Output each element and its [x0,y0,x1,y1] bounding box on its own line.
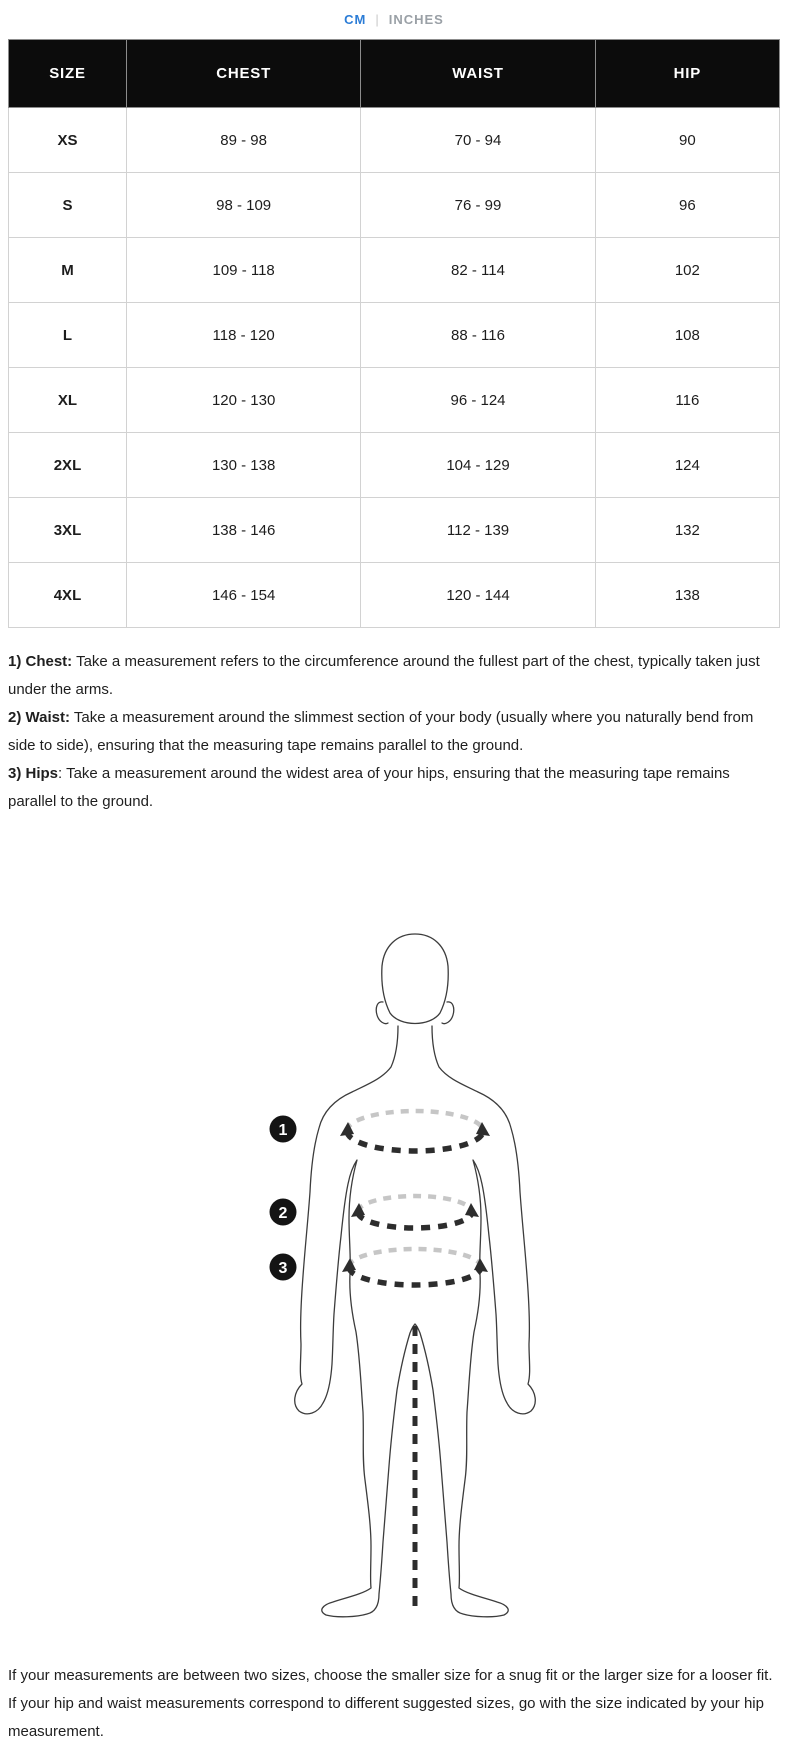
header-size: SIZE [9,40,127,108]
cell-size: M [9,238,127,303]
table-row [9,368,780,433]
unit-toggle [8,12,780,27]
table-row [9,303,780,368]
instruction-item: 2) Waist: Take a measurement around the slimmest section of your body (usually where you naturally bend from side to side), ensuring that the measuring tape remains parallel to the ground. [8,709,754,755]
cell-chest: 120 - 130 [126,368,360,433]
table-row [9,498,780,563]
cell-hip: 124 [595,433,779,498]
cell-waist: 88 - 116 [361,303,595,368]
cell-chest: 98 - 109 [126,173,360,238]
cell-waist: 112 - 139 [361,498,595,563]
chest-tape [340,1111,490,1151]
unit-inches-button[interactable]: INCHES [388,12,444,27]
hip-tape [342,1249,488,1285]
cell-waist: 76 - 99 [361,173,595,238]
cell-size: 4XL [9,563,127,628]
cell-hip: 132 [595,498,779,563]
cell-hip: 102 [595,238,779,303]
table-row [9,238,780,303]
size-table-header [9,40,780,108]
cell-hip: 108 [595,303,779,368]
cell-chest: 146 - 154 [126,563,360,628]
cell-chest: 89 - 98 [126,108,360,173]
size-table [8,39,780,628]
table-row [9,108,780,173]
body-figure-svg [230,926,600,1626]
cell-chest: 118 - 120 [126,303,360,368]
instruction-item: 1) Chest: Take a measurement refers to the circumference around the fullest part of the chest, typically taken just under the arms. [8,653,760,699]
cell-size: 3XL [9,498,127,563]
cell-hip: 116 [595,368,779,433]
cell-chest: 130 - 138 [126,433,360,498]
marker-3-number: 3 [278,1260,288,1278]
cell-hip: 96 [595,173,779,238]
cell-size: XL [9,368,127,433]
cell-chest: 109 - 118 [126,238,360,303]
body-measurement-diagram [230,926,600,1626]
cell-waist: 70 - 94 [361,108,595,173]
marker-2-number: 2 [278,1205,288,1223]
cell-hip: 138 [595,563,779,628]
cell-size: L [9,303,127,368]
marker-1 [270,1116,297,1143]
header-hip: HIP [595,40,779,108]
cell-size: 2XL [9,433,127,498]
marker-1-number: 1 [278,1122,288,1140]
waist-tape [351,1196,479,1228]
cell-waist: 120 - 144 [361,563,595,628]
cell-size: S [9,173,127,238]
header-chest: CHEST [126,40,360,108]
cell-hip: 90 [595,108,779,173]
cell-waist: 104 - 129 [361,433,595,498]
head-outline [382,934,448,1024]
table-row [9,433,780,498]
cell-size: XS [9,108,127,173]
instruction-item: 3) Hips: Take a measurement around the widest area of your hips, ensuring that the measuring tape remains parallel to the ground. [8,765,730,811]
footer-note: If your measurements are between two sizes, choose the smaller size for a snug fit or the larger size for a looser fit. If your hip and waist measurements correspond to different suggested sizes, go with the size indicated by your hip measurement. [8,1667,773,1740]
cell-waist: 82 - 114 [361,238,595,303]
size-table-body [9,108,780,628]
marker-2 [270,1199,297,1226]
table-row [9,563,780,628]
unit-separator: | [375,12,380,27]
table-row [9,173,780,238]
marker-3 [270,1254,297,1281]
unit-cm-button[interactable]: CM [344,12,367,27]
cell-chest: 138 - 146 [126,498,360,563]
measurement-instructions [8,648,780,816]
cell-waist: 96 - 124 [361,368,595,433]
header-waist: WAIST [361,40,595,108]
